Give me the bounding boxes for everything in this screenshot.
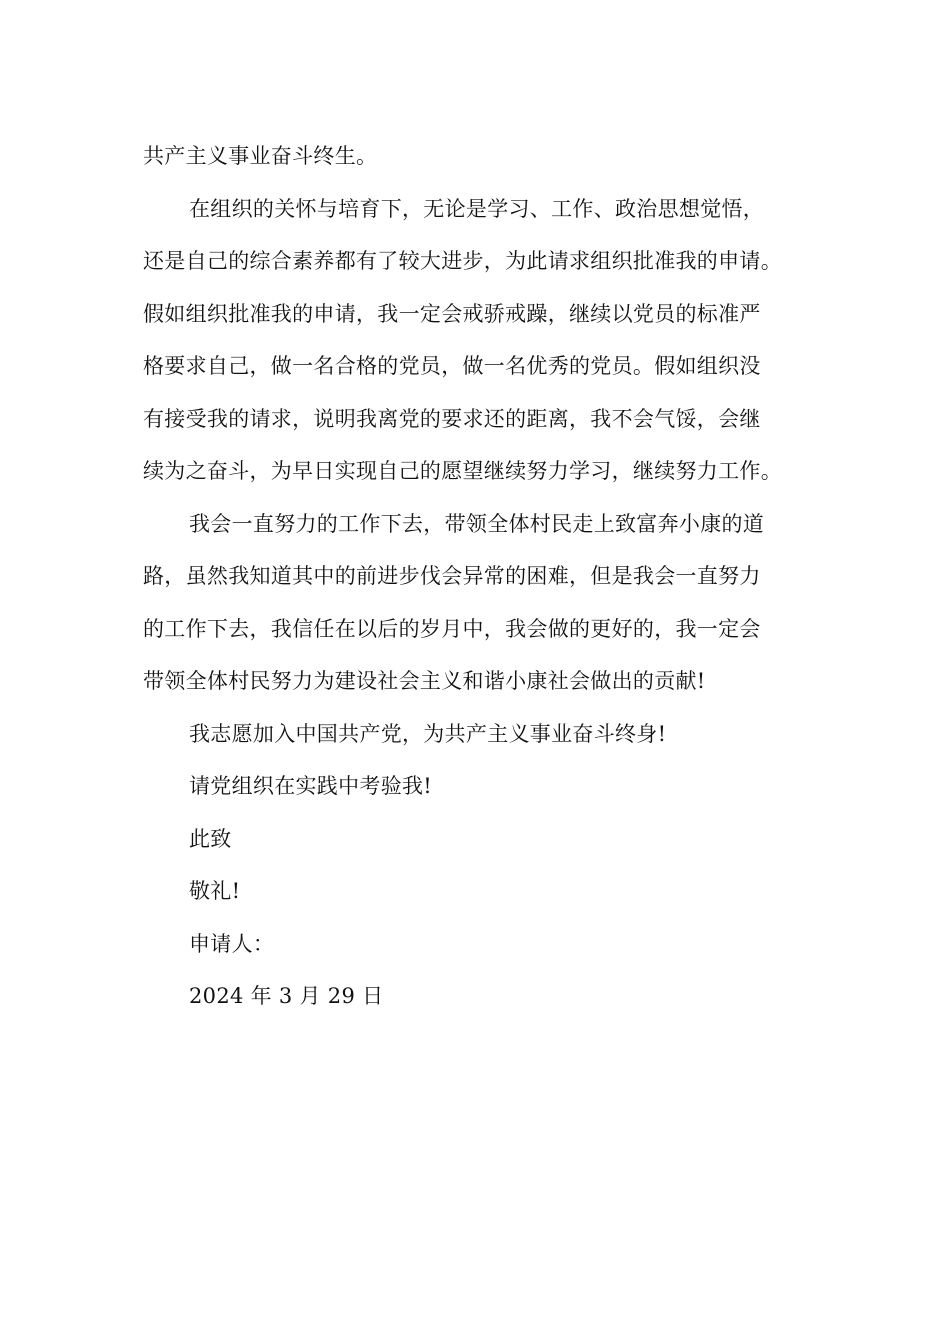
body-line: 假如组织批准我的申请，我一定会戒骄戒躁，继续以党员的标准严 [143, 301, 761, 326]
closing-salutation: 此致 [189, 826, 232, 851]
closing-regards: 敬礼! [189, 879, 241, 903]
applicant-label: 申请人： [189, 931, 275, 956]
body-line: 格要求自己，做一名合格的党员，做一名优秀的党员。假如组织没 [143, 354, 761, 378]
body-line-paragraph-start: 我会一直努力的工作下去，带领全体村民走上致富奔小康的道 [189, 511, 765, 536]
body-line: 还是自己的综合素养都有了较大进步，为此请求组织批准我的申请。 [143, 249, 782, 273]
body-line-paragraph-start: 在组织的关怀与培育下，无论是学习、工作、政治思想觉悟， [189, 196, 765, 221]
document-body [143, 130, 813, 1023]
body-line-continuation: 共产主义事业奋斗终生。 [143, 144, 378, 168]
pledge-line: 我志愿加入中国共产党，为共产主义事业奋斗终身! [189, 721, 667, 746]
body-line: 的工作下去，我信任在以后的岁月中，我会做的更好的，我一定会 [143, 616, 761, 641]
request-line: 请党组织在实践中考验我! [189, 774, 433, 798]
body-line: 带领全体村民努力为建设社会主义和谐小康社会做出的贡献! [143, 669, 706, 693]
document-date: 2024 年 3 月 29 日 [189, 984, 384, 1008]
body-line: 路，虽然我知道其中的前进步伐会异常的困难，但是我会一直努力 [143, 564, 761, 588]
body-line: 有接受我的请求，说明我离党的要求还的距离，我不会气馁，会继 [143, 406, 761, 431]
body-line: 续为之奋斗，为早日实现自己的愿望继续努力学习，继续努力工作。 [143, 459, 782, 483]
